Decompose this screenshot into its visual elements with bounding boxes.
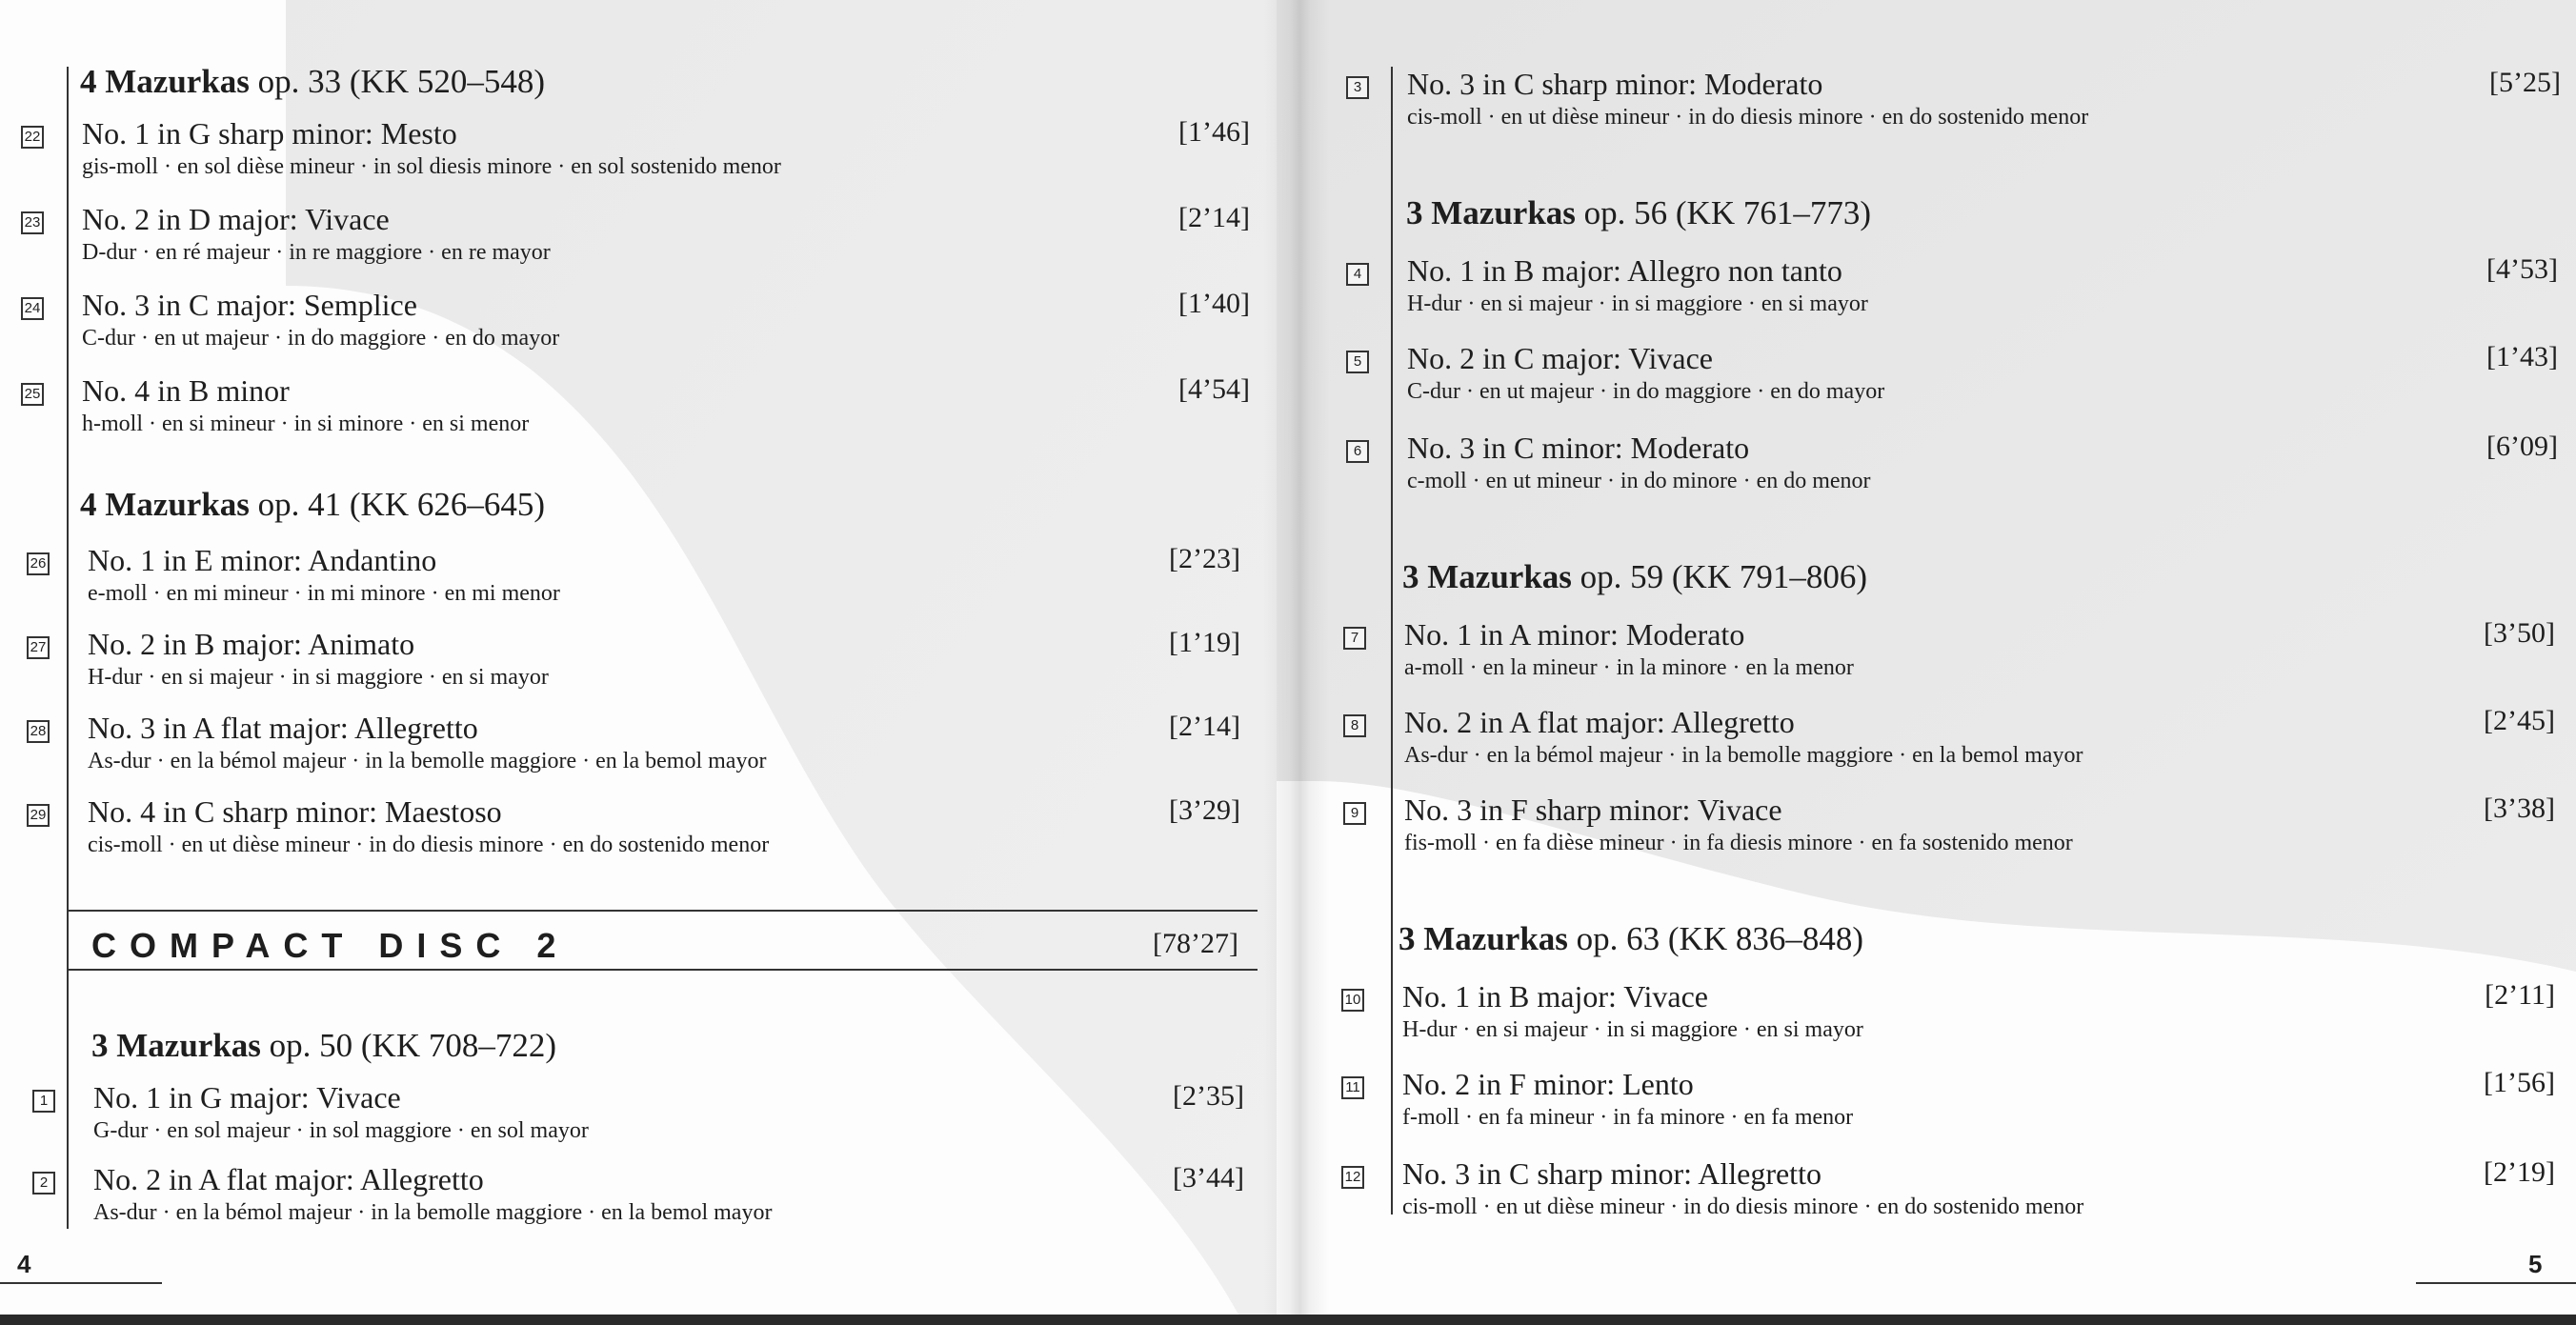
track-key-translations: D-dur · en ré majeur · in re maggiore · en re mayor — [82, 240, 551, 265]
track-duration: [1’19] — [1169, 627, 1240, 658]
track-title: No. 2 in A flat major: Allegretto — [93, 1162, 484, 1196]
track-title: No. 3 in A flat major: Allegretto — [88, 711, 478, 745]
track-duration: [1’46] — [1178, 116, 1250, 148]
track-title: No. 1 in A minor: Moderato — [1404, 617, 1745, 652]
track-duration: [4’54] — [1178, 373, 1250, 405]
track-title: No. 2 in B major: Animato — [88, 627, 415, 661]
track-title: No. 3 in F sharp minor: Vivace — [1404, 793, 1782, 827]
disc-title: COMPACT DISC 2 — [91, 926, 570, 965]
track-key-translations: H-dur · en si majeur · in si maggiore · en si mayor — [1402, 1017, 1863, 1042]
track-number: 24 — [21, 297, 44, 320]
track-number: 10 — [1341, 989, 1364, 1012]
right-page — [1277, 0, 2576, 1315]
track-number: 11 — [1341, 1076, 1364, 1099]
track-title: No. 1 in B major: Allegro non tanto — [1407, 253, 1842, 288]
track-row[interactable] — [1341, 1067, 2555, 1143]
group-title-op33 — [80, 63, 545, 101]
page-number-rule — [0, 1282, 162, 1284]
track-row[interactable] — [27, 794, 1240, 871]
track-number: 28 — [27, 720, 50, 743]
track-number: 8 — [1343, 714, 1366, 737]
page-number: 4 — [17, 1250, 31, 1278]
track-title: No. 3 in C sharp minor: Allegretto — [1402, 1156, 1821, 1191]
track-duration: [1’43] — [2486, 341, 2558, 372]
track-row[interactable] — [21, 373, 1250, 450]
track-title: No. 1 in E minor: Andantino — [88, 543, 437, 577]
track-row[interactable] — [1346, 431, 2558, 507]
group-name: 3 Mazurkas — [1399, 920, 1568, 957]
track-number: 9 — [1343, 802, 1366, 825]
group-name: 3 Mazurkas — [91, 1027, 261, 1064]
track-number: 6 — [1346, 440, 1369, 463]
group-opus: op. 63 (KK 836–848) — [1576, 920, 1864, 957]
track-row[interactable] — [27, 627, 1240, 703]
track-duration: [3’44] — [1173, 1162, 1244, 1194]
track-number: 25 — [21, 383, 44, 406]
group-title-op50 — [91, 1027, 556, 1065]
track-title: No. 3 in C sharp minor: Moderato — [1407, 67, 1823, 101]
group-opus: op. 56 (KK 761–773) — [1583, 194, 1872, 231]
track-title: No. 2 in A flat major: Allegretto — [1404, 705, 1795, 739]
disc-duration: [78’27] — [1153, 928, 1238, 959]
track-row[interactable] — [21, 288, 1250, 364]
track-row[interactable] — [32, 1080, 1244, 1156]
track-duration: [2’45] — [2484, 705, 2555, 736]
group-name: 4 Mazurkas — [80, 63, 250, 100]
track-title: No. 4 in B minor — [82, 373, 290, 408]
track-row[interactable] — [21, 116, 1250, 192]
track-row[interactable] — [27, 711, 1240, 787]
track-row[interactable] — [32, 1162, 1244, 1238]
track-row[interactable] — [1341, 1156, 2555, 1233]
group-opus: op. 59 (KK 791–806) — [1580, 558, 1868, 595]
track-row[interactable] — [1346, 341, 2558, 417]
track-number: 1 — [32, 1090, 55, 1113]
track-duration: [1’40] — [1178, 288, 1250, 319]
track-row[interactable] — [27, 543, 1240, 619]
track-duration: [2’11] — [2485, 979, 2555, 1011]
track-duration: [2’14] — [1178, 202, 1250, 233]
group-name: 3 Mazurkas — [1406, 194, 1576, 231]
track-number: 7 — [1343, 627, 1366, 650]
track-number: 12 — [1341, 1166, 1364, 1189]
group-name: 4 Mazurkas — [80, 486, 250, 523]
track-key-translations: c-moll · en ut mineur · in do minore · en do menor — [1407, 469, 1871, 493]
track-number: 3 — [1346, 76, 1369, 99]
group-title-op63 — [1399, 920, 1863, 958]
track-number: 4 — [1346, 263, 1369, 286]
track-row[interactable] — [1346, 253, 2558, 330]
group-name: 3 Mazurkas — [1402, 558, 1572, 595]
track-title: No. 1 in G sharp minor: Mesto — [82, 116, 457, 151]
track-title: No. 2 in D major: Vivace — [82, 202, 390, 236]
track-key-translations: cis-moll · en ut dièse mineur · in do diesis minore · en do sostenido menor — [1402, 1195, 2084, 1219]
track-duration: [2’35] — [1173, 1080, 1244, 1112]
track-number: 23 — [21, 211, 44, 234]
track-key-translations: cis-moll · en ut dièse mineur · in do diesis minore · en do sostenido menor — [88, 833, 770, 857]
track-row[interactable] — [1343, 705, 2555, 781]
group-title-op59 — [1402, 558, 1867, 596]
disc-header-top-rule — [69, 910, 1258, 912]
track-title: No. 2 in C major: Vivace — [1407, 341, 1713, 375]
track-number: 22 — [21, 126, 44, 149]
track-duration: [3’29] — [1169, 794, 1240, 826]
track-key-translations: gis-moll · en sol dièse mineur · in sol diesis minore · en sol sostenido menor — [82, 154, 781, 179]
track-key-translations: H-dur · en si majeur · in si maggiore · en si mayor — [1407, 291, 1868, 316]
track-duration: [2’23] — [1169, 543, 1240, 574]
track-number: 27 — [27, 636, 50, 659]
track-duration: [4’53] — [2486, 253, 2558, 285]
track-title: No. 2 in F minor: Lento — [1402, 1067, 1694, 1101]
track-key-translations: h-moll · en si mineur · in si minore · en si menor — [82, 412, 530, 436]
track-duration: [3’50] — [2484, 617, 2555, 649]
track-key-translations: a-moll · en la mineur · in la minore · en la menor — [1404, 655, 1854, 680]
track-title: No. 4 in C sharp minor: Maestoso — [88, 794, 502, 829]
track-key-translations: e-moll · en mi mineur · in mi minore · en mi menor — [88, 581, 560, 606]
track-duration: [2’19] — [2484, 1156, 2555, 1188]
track-duration: [2’14] — [1169, 711, 1240, 742]
track-number: 2 — [32, 1172, 55, 1195]
left-page — [0, 0, 1277, 1315]
track-key-translations: C-dur · en ut majeur · in do maggiore · en do mayor — [1407, 379, 1885, 404]
track-key-translations: cis-moll · en ut dièse mineur · in do diesis minore · en do sostenido menor — [1407, 105, 2089, 130]
bottom-edge — [0, 1315, 2576, 1325]
track-title: No. 1 in G major: Vivace — [93, 1080, 401, 1114]
track-number: 5 — [1346, 351, 1369, 373]
track-title: No. 1 in B major: Vivace — [1402, 979, 1708, 1014]
track-title: No. 3 in C major: Semplice — [82, 288, 417, 322]
track-duration: [6’09] — [2486, 431, 2558, 462]
group-opus: op. 50 (KK 708–722) — [269, 1027, 557, 1064]
page-number-rule — [2416, 1282, 2576, 1284]
track-key-translations: H-dur · en si majeur · in si maggiore · en si mayor — [88, 665, 549, 690]
track-row[interactable] — [1343, 617, 2555, 693]
track-duration: [5’25] — [2489, 67, 2561, 98]
track-duration: [3’38] — [2484, 793, 2555, 824]
track-number: 29 — [27, 804, 50, 827]
track-row[interactable] — [21, 202, 1250, 278]
group-opus: op. 33 (KK 520–548) — [257, 63, 546, 100]
track-key-translations: f-moll · en fa mineur · in fa minore · en fa menor — [1402, 1105, 1854, 1130]
track-duration: [1’56] — [2484, 1067, 2555, 1098]
track-key-translations: fis-moll · en fa dièse mineur · in fa diesis minore · en fa sostenido menor — [1404, 831, 2073, 855]
track-key-translations: As-dur · en la bémol majeur · in la bemolle maggiore · en la bemol mayor — [88, 749, 767, 773]
track-row[interactable] — [1343, 793, 2555, 869]
group-opus: op. 41 (KK 626–645) — [257, 486, 546, 523]
track-row[interactable] — [1346, 67, 2561, 143]
track-title: No. 3 in C minor: Moderato — [1407, 431, 1750, 465]
track-key-translations: G-dur · en sol majeur · in sol maggiore · en sol mayor — [93, 1118, 589, 1143]
track-key-translations: As-dur · en la bémol majeur · in la bemolle maggiore · en la bemol mayor — [1404, 743, 2083, 768]
group-title-op56 — [1406, 194, 1871, 232]
track-key-translations: C-dur · en ut majeur · in do maggiore · en do mayor — [82, 326, 560, 351]
track-number: 26 — [27, 552, 50, 575]
track-row[interactable] — [1341, 979, 2555, 1055]
page-number: 5 — [2528, 1250, 2543, 1278]
group-title-op41 — [80, 486, 545, 524]
disc-header-bottom-rule — [69, 969, 1258, 971]
track-key-translations: As-dur · en la bémol majeur · in la bemolle maggiore · en la bemol mayor — [93, 1200, 773, 1225]
